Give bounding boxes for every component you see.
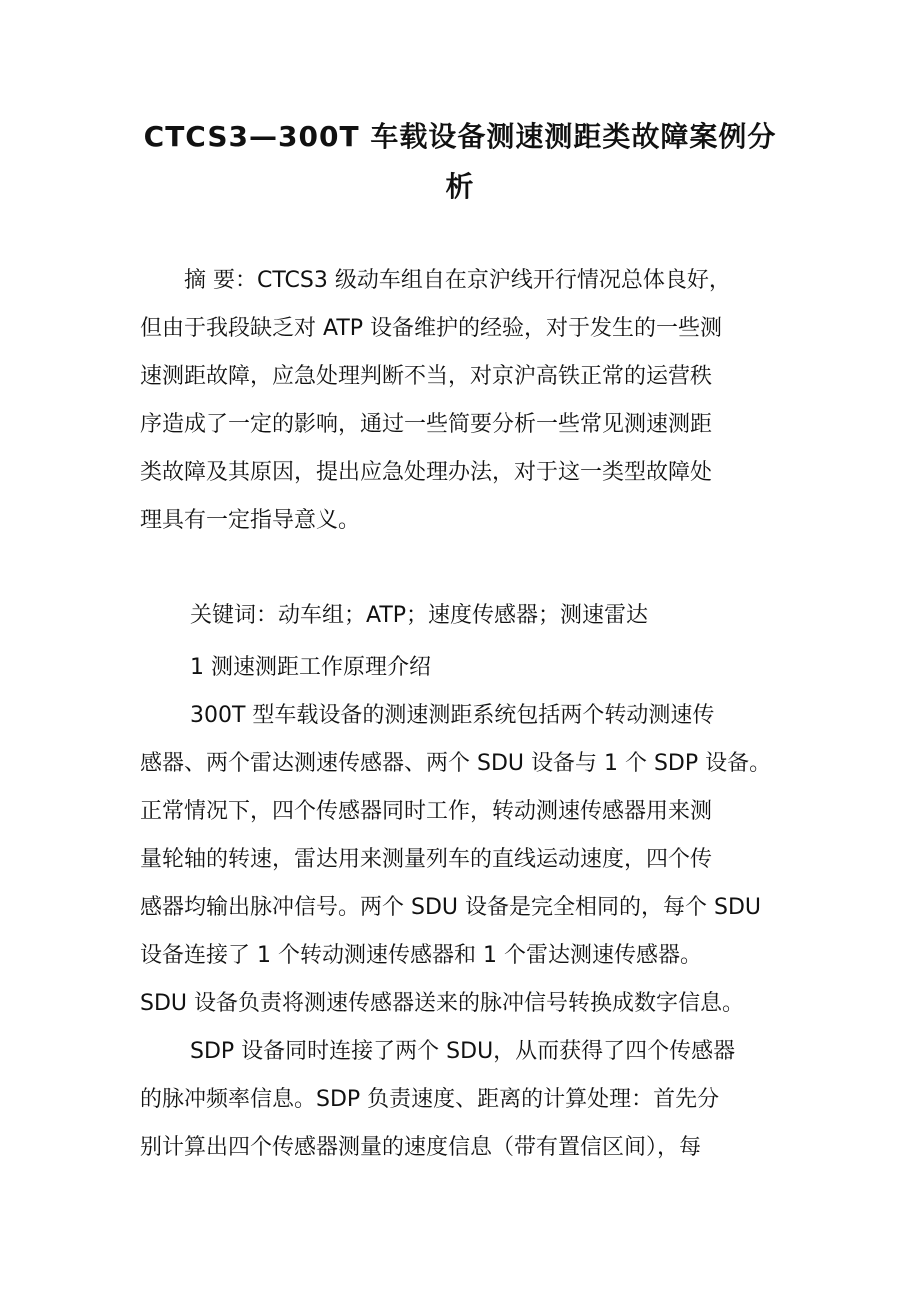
body-line: 感器、两个雷达测速传感器、两个 SDU 设备与 1 个 SDP 设备。 xyxy=(140,751,772,776)
body-line: 量轮轴的转速，雷达用来测量列车的直线运动速度，四个传 xyxy=(140,847,713,872)
document-title-line-2: 析 xyxy=(445,170,475,203)
abstract-line: 但由于我段缺乏对 ATP 设备维护的经验，对于发生的一些测 xyxy=(140,316,723,341)
abstract-line: 序造成了一定的影响，通过一些简要分析一些常见测速测距 xyxy=(140,412,713,437)
body-line: 设备连接了 1 个转动测速传感器和 1 个雷达测速传感器。 xyxy=(140,943,702,968)
body-line: 正常情况下，四个传感器同时工作，转动测速传感器用来测 xyxy=(140,799,713,824)
body-line: 的脉冲频率信息。SDP 负责速度、距离的计算处理：首先分 xyxy=(140,1087,720,1112)
abstract-line: 摘 要：CTCS3 级动车组自在京沪线开行情况总体良好， xyxy=(140,268,731,293)
body-line: 感器均输出脉冲信号。两个 SDU 设备是完全相同的，每个 SDU xyxy=(140,895,761,920)
body-line: SDP 设备同时连接了两个 SDU，从而获得了四个传感器 xyxy=(190,1039,736,1064)
body-line: 300T 型车载设备的测速测距系统包括两个转动测速传 xyxy=(190,703,715,728)
abstract-line: 类故障及其原因，提出应急处理办法，对于这一类型故障处 xyxy=(140,460,713,485)
abstract-line: 理具有一定指导意义。 xyxy=(140,508,361,533)
keywords-line: 关键词：动车组；ATP；速度传感器；测速雷达 xyxy=(190,603,649,628)
document-title-line-1: CTCS3—300T 车载设备测速测距类故障案例分 xyxy=(143,120,777,153)
body-line: 别计算出四个传感器测量的速度信息（带有置信区间），每 xyxy=(140,1135,702,1160)
abstract-line: 速测距故障，应急处理判断不当，对京沪高铁正常的运营秩 xyxy=(140,364,713,389)
section-heading: 1 测速测距工作原理介绍 xyxy=(190,655,431,680)
body-line: SDU 设备负责将测速传感器送来的脉冲信号转换成数字信息。 xyxy=(140,991,745,1016)
